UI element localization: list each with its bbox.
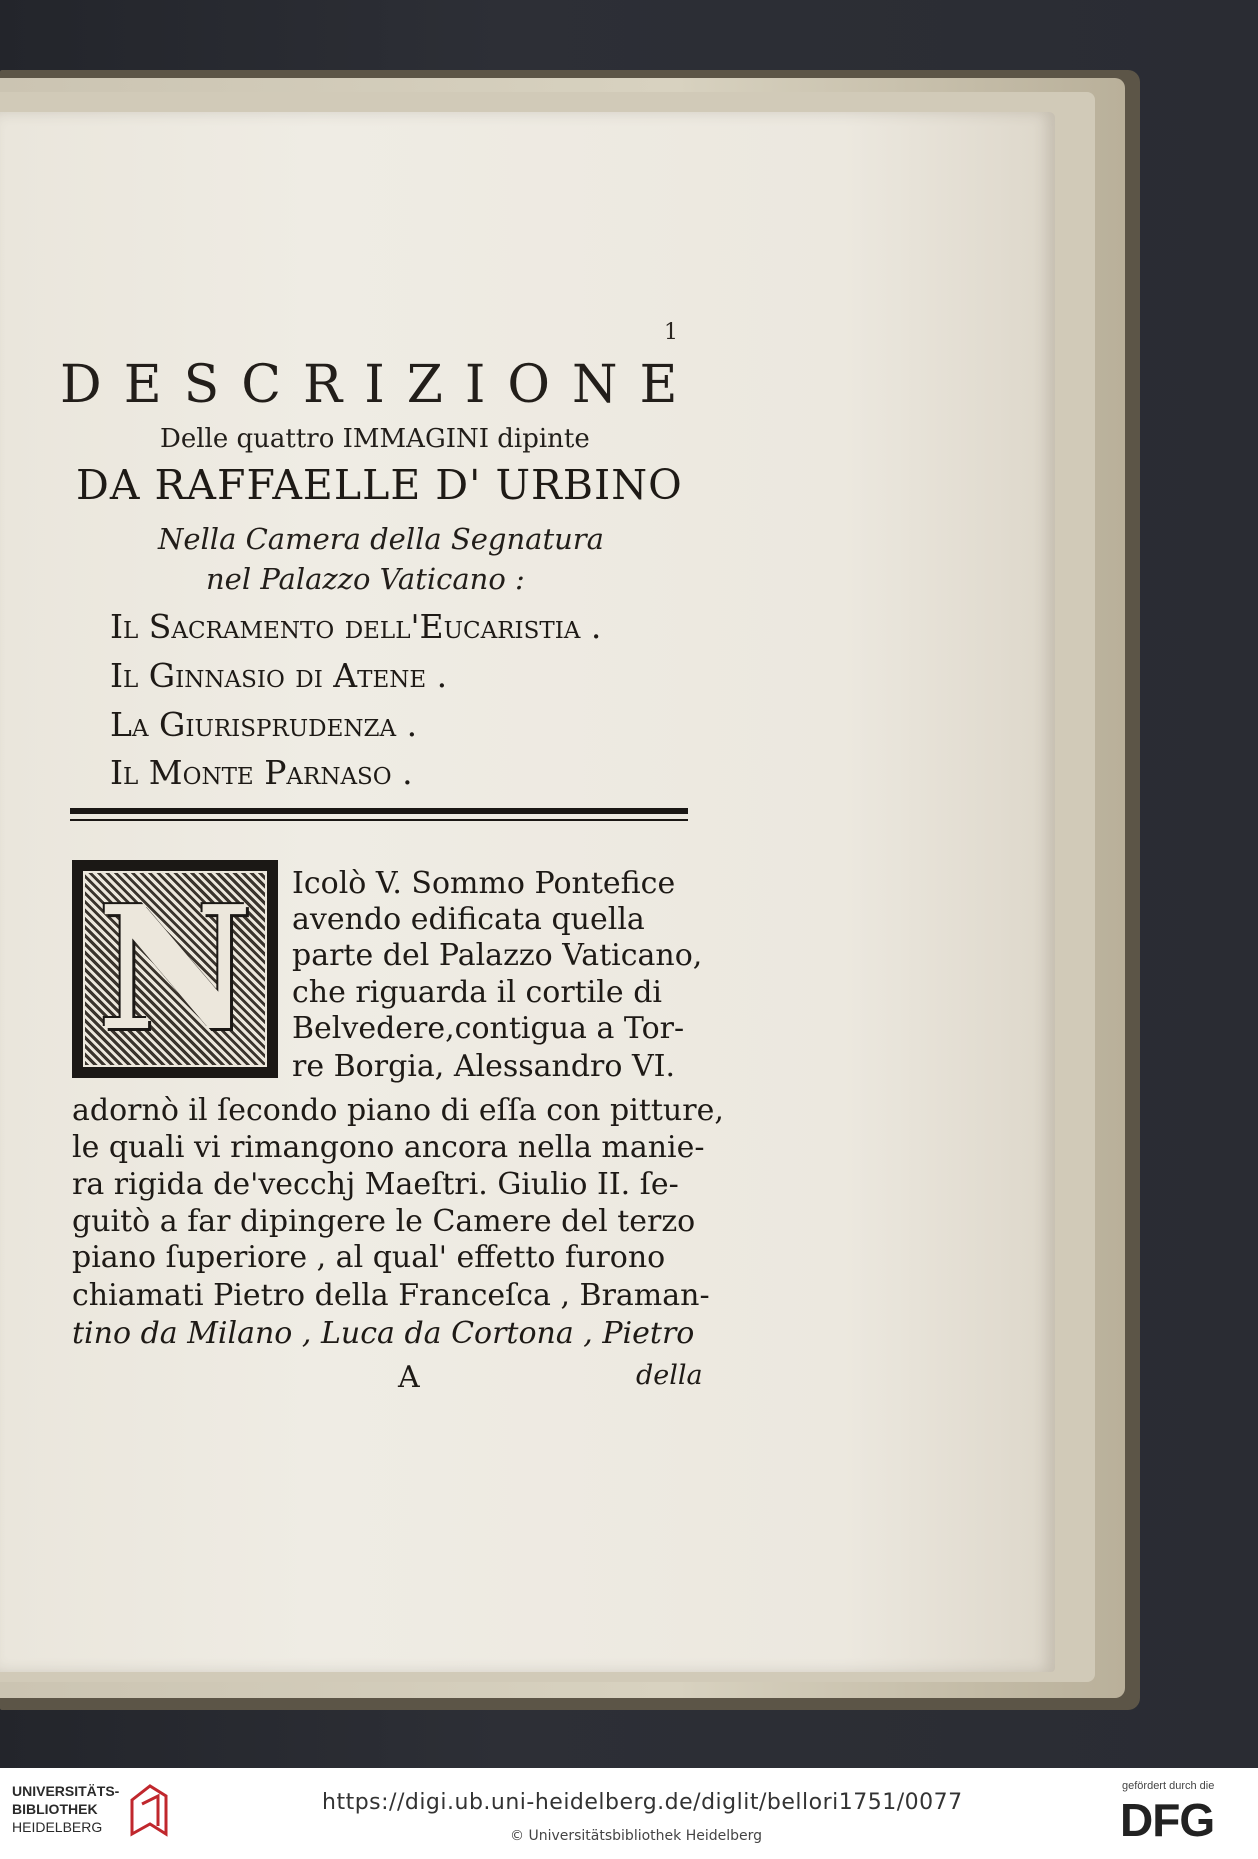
body-line: le quali vi rimangono ancora nella manie-	[72, 1130, 705, 1165]
funded-by-label: gefördert durch die	[1122, 1780, 1215, 1792]
body-line: chiamati Pietro della Franceſca , Braman-	[72, 1278, 710, 1313]
body-line: piano ſuperiore , al qual' effetto furono	[72, 1240, 666, 1275]
author-line: DA RAFFAELLE D' URBINO	[76, 461, 683, 509]
location-line-2: nel Palazzo Vaticano :	[206, 562, 525, 596]
logo-line: HEIDELBERG	[12, 1819, 103, 1835]
copyright-notice: © Universitätsbibliothek Heidelberg	[510, 1828, 763, 1844]
page-number: 1	[664, 320, 678, 345]
signature-mark: A	[398, 1360, 420, 1395]
divider-thin	[70, 819, 688, 821]
body-line: Icolò V. Sommo Pontefice	[292, 866, 676, 901]
decorated-initial	[72, 860, 278, 1078]
body-line: avendo edificata quella	[292, 902, 645, 937]
dfg-logo[interactable]: DFG	[1120, 1794, 1215, 1846]
library-logo-icon[interactable]	[128, 1782, 170, 1838]
logo-line: BIBLIOTHEK	[12, 1801, 98, 1817]
logo-line: UNIVERSITÄTS-	[12, 1783, 120, 1799]
body-line: che riguarda il cortile di	[292, 975, 662, 1010]
body-line: tino da Milano , Luca da Cortona , Pietro	[72, 1316, 695, 1351]
page-subtitle: Delle quattro IMMAGINI dipinte	[160, 424, 590, 454]
work-item: La Giurisprudenza .	[110, 705, 418, 744]
permalink-url[interactable]: https://digi.ub.uni-heidelberg.de/diglit/bellori1751/0077	[322, 1790, 963, 1815]
work-item: Il Sacramento dell'Eucaristia .	[110, 607, 602, 646]
body-line: parte del Palazzo Vaticano,	[292, 938, 703, 973]
body-line: Belvedere,contigua a Tor-	[292, 1011, 685, 1046]
work-item: Il Ginnasio di Atene .	[110, 656, 448, 695]
body-line: re Borgia, Alessandro VI.	[292, 1049, 676, 1084]
body-line: ra rigida de'vecchj Maeſtri. Giulio II. ſe-	[72, 1167, 679, 1202]
footer-bar	[0, 1768, 1258, 1859]
work-item: Il Monte Parnaso .	[110, 753, 413, 792]
body-line: guitò a far dipingere le Camere del terzo	[72, 1204, 696, 1239]
library-logo-text[interactable]	[12, 1782, 119, 1836]
location-line-1: Nella Camera della Segnatura	[158, 522, 604, 556]
body-line: adornò il ſecondo piano di eſſa con pitture,	[72, 1093, 724, 1128]
page-title: DESCRIZIONE	[60, 355, 700, 415]
divider-thick	[70, 808, 688, 814]
catchword: della	[636, 1360, 703, 1391]
initial-letter: N	[97, 869, 253, 1069]
